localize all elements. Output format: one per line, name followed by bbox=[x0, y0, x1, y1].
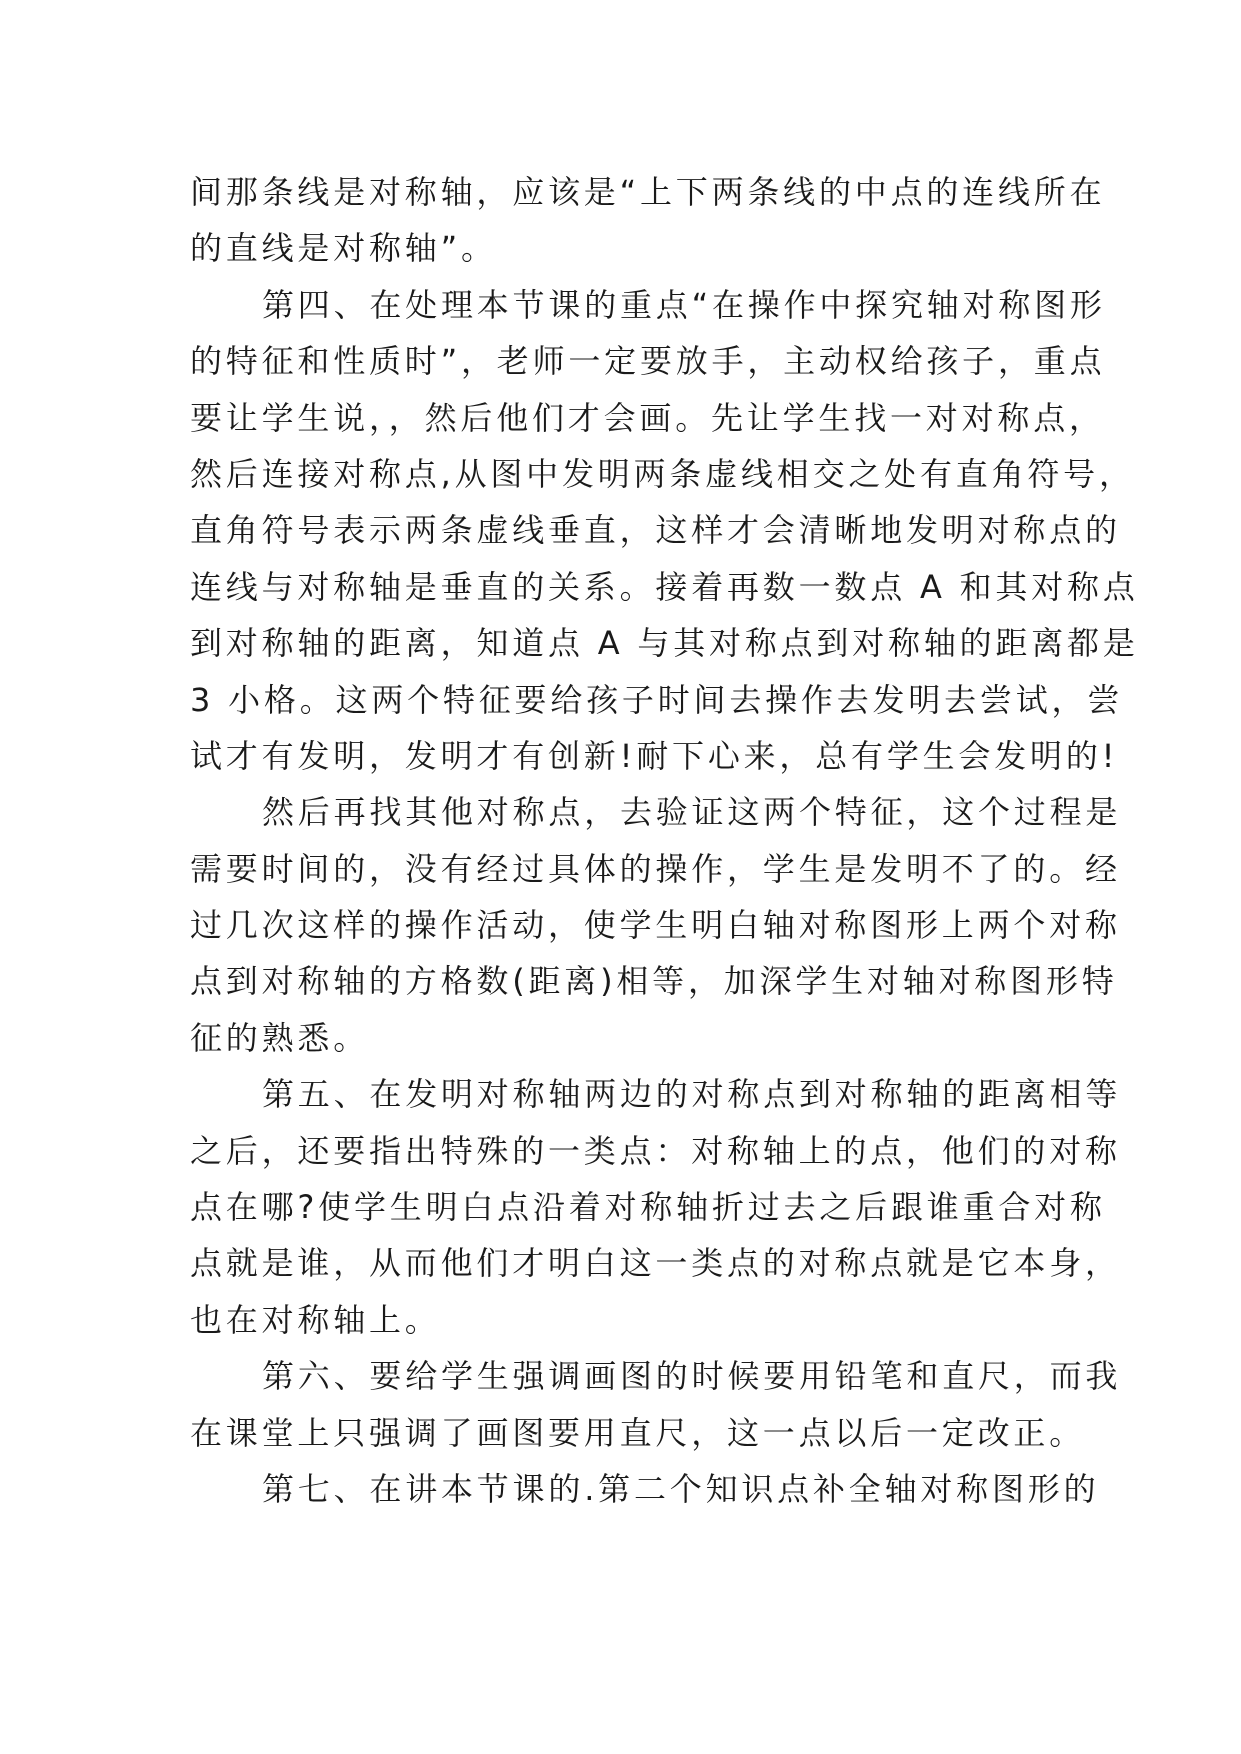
text-line: 的直线是对称轴”。 bbox=[190, 229, 497, 268]
paragraph-start-line: 第七、在讲本节课的.第二个知识点补全轴对称图形的 bbox=[262, 1469, 1100, 1508]
text-line: 点到对称轴的方格数(距离)相等，加深学生对轴对称图形特 bbox=[190, 962, 1118, 1001]
paragraph-start-line: 第五、在发明对称轴两边的对称点到对称轴的距离相等 bbox=[262, 1075, 1122, 1114]
text-line: 的特征和性质时”，老师一定要放手，主动权给孩子，重点 bbox=[190, 342, 1106, 381]
text-line: 之后，还要指出特殊的一类点：对称轴上的点，他们的对称 bbox=[190, 1131, 1121, 1170]
document-body bbox=[190, 164, 1139, 1517]
text-line: 需要时间的，没有经过具体的操作，学生是发明不了的。经 bbox=[190, 849, 1121, 888]
paragraph-start-line: 第六、要给学生强调画图的时候要用铅笔和直尺，而我 bbox=[262, 1357, 1122, 1396]
text-line: 在课堂上只强调了画图要用直尺，这一点以后一定改正。 bbox=[190, 1413, 1086, 1452]
paragraph-start-line: 然后再找其他对称点，去验证这两个特征，这个过程是 bbox=[262, 793, 1122, 832]
text-line: 到对称轴的距离，知道点 A 与其对称点到对称轴的距离都是 bbox=[190, 624, 1139, 663]
text-line: 点在哪?使学生明白点沿着对称轴折过去之后跟谁重合对称 bbox=[190, 1188, 1106, 1227]
text-line: 直角符号表示两条虚线垂直，这样才会清晰地发明对称点的 bbox=[190, 511, 1121, 550]
text-line: 3 小格。这两个特征要给孩子时间去操作去发明去尝试，尝 bbox=[190, 680, 1124, 719]
text-line: 试才有发明，发明才有创新!耐下心来，总有学生会发明的! bbox=[190, 736, 1119, 775]
text-line: 连线与对称轴是垂直的关系。接着再数一数点 A 和其对称点 bbox=[190, 567, 1139, 606]
text-line: 点就是谁，从而他们才明白这一类点的对称点就是它本身， bbox=[190, 1244, 1121, 1283]
paragraph-start-line: 第四、在处理本节课的重点“在操作中探究轴对称图形 bbox=[262, 285, 1106, 324]
text-line: 也在对称轴上。 bbox=[190, 1300, 441, 1339]
text-line: 过几次这样的操作活动，使学生明白轴对称图形上两个对称 bbox=[190, 906, 1121, 945]
text-line: 然后连接对称点,从图中发明两条虚线相交之处有直角符号， bbox=[190, 454, 1135, 493]
text-line: 间那条线是对称轴，应该是“上下两条线的中点的连线所在 bbox=[190, 173, 1106, 211]
text-line: 征的熟悉。 bbox=[190, 1018, 370, 1057]
text-line: 要让学生说，，然后他们才会画。先让学生找一对对称点， bbox=[190, 398, 1105, 437]
